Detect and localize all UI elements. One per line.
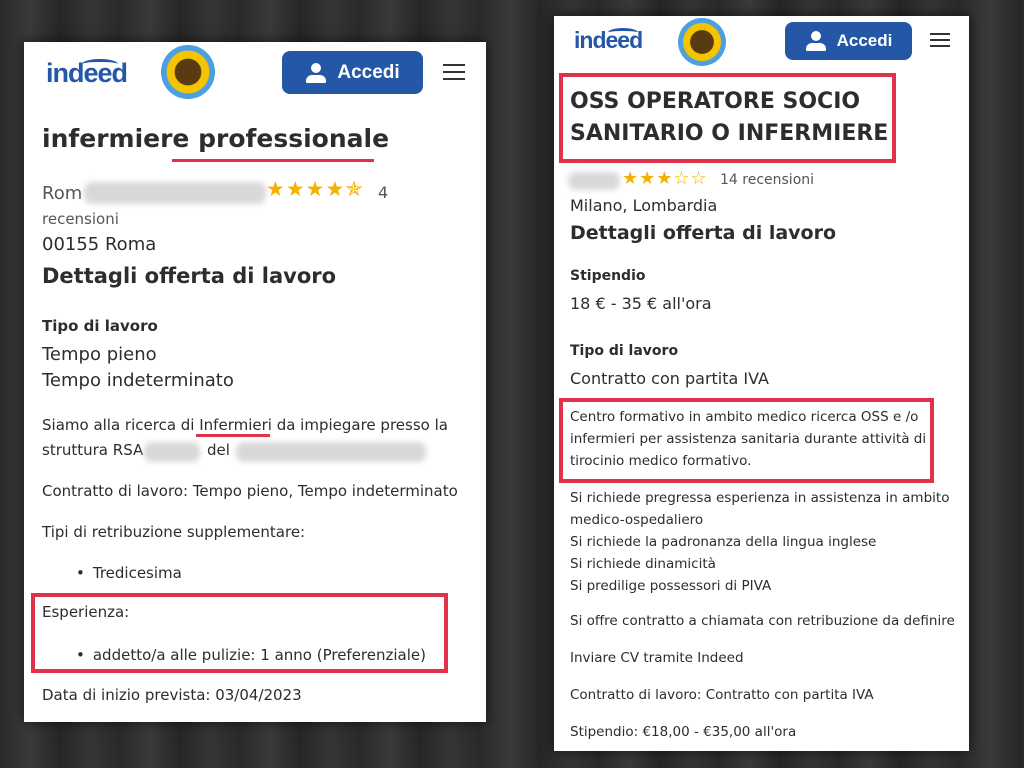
company-name[interactable]: Rom	[42, 183, 83, 204]
description-line-2a: struttura RSA	[42, 441, 144, 459]
blurred-company-name	[568, 172, 620, 190]
contract-type: Contratto di lavoro: Tempo pieno, Tempo indeterminato	[42, 482, 458, 500]
sunflower-icon	[161, 45, 215, 99]
send-cv-text: Inviare CV tramite Indeed	[570, 650, 744, 666]
salary-label: Stipendio	[570, 268, 646, 284]
rating-count[interactable]: 4	[378, 183, 389, 202]
job-title-part2: professionale	[198, 124, 390, 153]
experience-label: Esperienza:	[42, 603, 130, 621]
hamburger-menu-icon[interactable]	[443, 64, 465, 80]
blurred-facility-name-2	[236, 442, 426, 462]
title-underline	[172, 159, 374, 162]
rating-stars: ★★★☆☆	[622, 168, 708, 189]
login-button[interactable]	[785, 22, 912, 60]
indeed-logo[interactable]: indeed	[574, 27, 643, 53]
details-heading: Dettagli offerta di lavoro	[570, 222, 837, 244]
indeed-logo[interactable]: indeed	[46, 58, 128, 88]
offer-text: Si offre contratto a chiamata con retribuzione da definire	[570, 613, 955, 629]
blurred-company-name	[84, 182, 266, 204]
highlight-line-3: tirocinio medico formativo.	[570, 453, 752, 469]
hamburger-menu-icon[interactable]	[930, 33, 950, 47]
job-type-value: Contratto con partita IVA	[570, 369, 769, 388]
start-date: Data di inizio prevista: 03/04/2023	[42, 686, 302, 704]
extra-pay-label: Tipi di retribuzione supplementare:	[42, 523, 306, 541]
details-heading: Dettagli offerta di lavoro	[42, 264, 337, 288]
requirement-line-4: Si richiede dinamicità	[570, 556, 716, 572]
extra-pay-item: • Tredicesima	[76, 564, 182, 582]
job-location: 00155 Roma	[42, 234, 157, 255]
job-title-line-2: SANITARIO O INFERMIERE	[570, 121, 889, 146]
salary-footer: Stipendio: €18,00 - €35,00 all'ora	[570, 724, 797, 740]
user-icon	[805, 30, 827, 52]
requirement-line-2: medico-ospedaliero	[570, 512, 704, 528]
reviews-label[interactable]: recensioni	[42, 210, 119, 228]
job-type-label: Tipo di lavoro	[42, 317, 158, 335]
requirement-line-5: Si predilige possessori di PIVA	[570, 578, 772, 594]
login-button-label: Accedi	[836, 31, 893, 50]
rating-count[interactable]: 14 recensioni	[720, 172, 815, 188]
job-type-label: Tipo di lavoro	[570, 343, 679, 359]
job-location: Milano, Lombardia	[570, 196, 718, 215]
desc-highlight-word: Infermieri	[199, 416, 272, 434]
infermieri-underline	[196, 434, 270, 437]
experience-item: • addetto/a alle pulizie: 1 anno (Preferenziale)	[76, 646, 426, 664]
job-type-1: Tempo pieno	[42, 344, 157, 365]
highlight-line-1: Centro formativo in ambito medico ricerca OSS e /o	[570, 409, 919, 425]
job-title	[42, 124, 389, 153]
contract-type: Contratto di lavoro: Contratto con partita IVA	[570, 687, 874, 703]
left-job-listing-screenshot	[24, 42, 486, 722]
sunflower-icon	[678, 18, 726, 66]
salary-value: 18 € - 35 € all'ora	[570, 294, 712, 313]
right-job-listing-screenshot	[554, 16, 969, 751]
desc-text: da impiegare presso la	[271, 416, 448, 434]
blurred-facility-name	[144, 442, 200, 462]
job-title-part1: infermiere	[42, 124, 199, 153]
login-button-label: Accedi	[337, 61, 400, 83]
requirement-line-1: Si richiede pregressa esperienza in assistenza in ambito	[570, 490, 950, 506]
description-line-2b: del	[207, 441, 230, 459]
requirement-line-3: Si richiede la padronanza della lingua inglese	[570, 534, 877, 550]
rating-stars: ★★★★✯	[266, 177, 364, 201]
description-line-1	[42, 416, 448, 434]
job-title-line-1: OSS OPERATORE SOCIO	[570, 89, 861, 114]
desc-text: Siamo alla ricerca di	[42, 416, 200, 434]
highlight-line-2: infermieri per assistenza sanitaria durante attività di	[570, 431, 927, 447]
job-type-2: Tempo indeterminato	[42, 370, 234, 391]
login-button[interactable]	[282, 51, 423, 94]
user-icon	[305, 62, 327, 84]
